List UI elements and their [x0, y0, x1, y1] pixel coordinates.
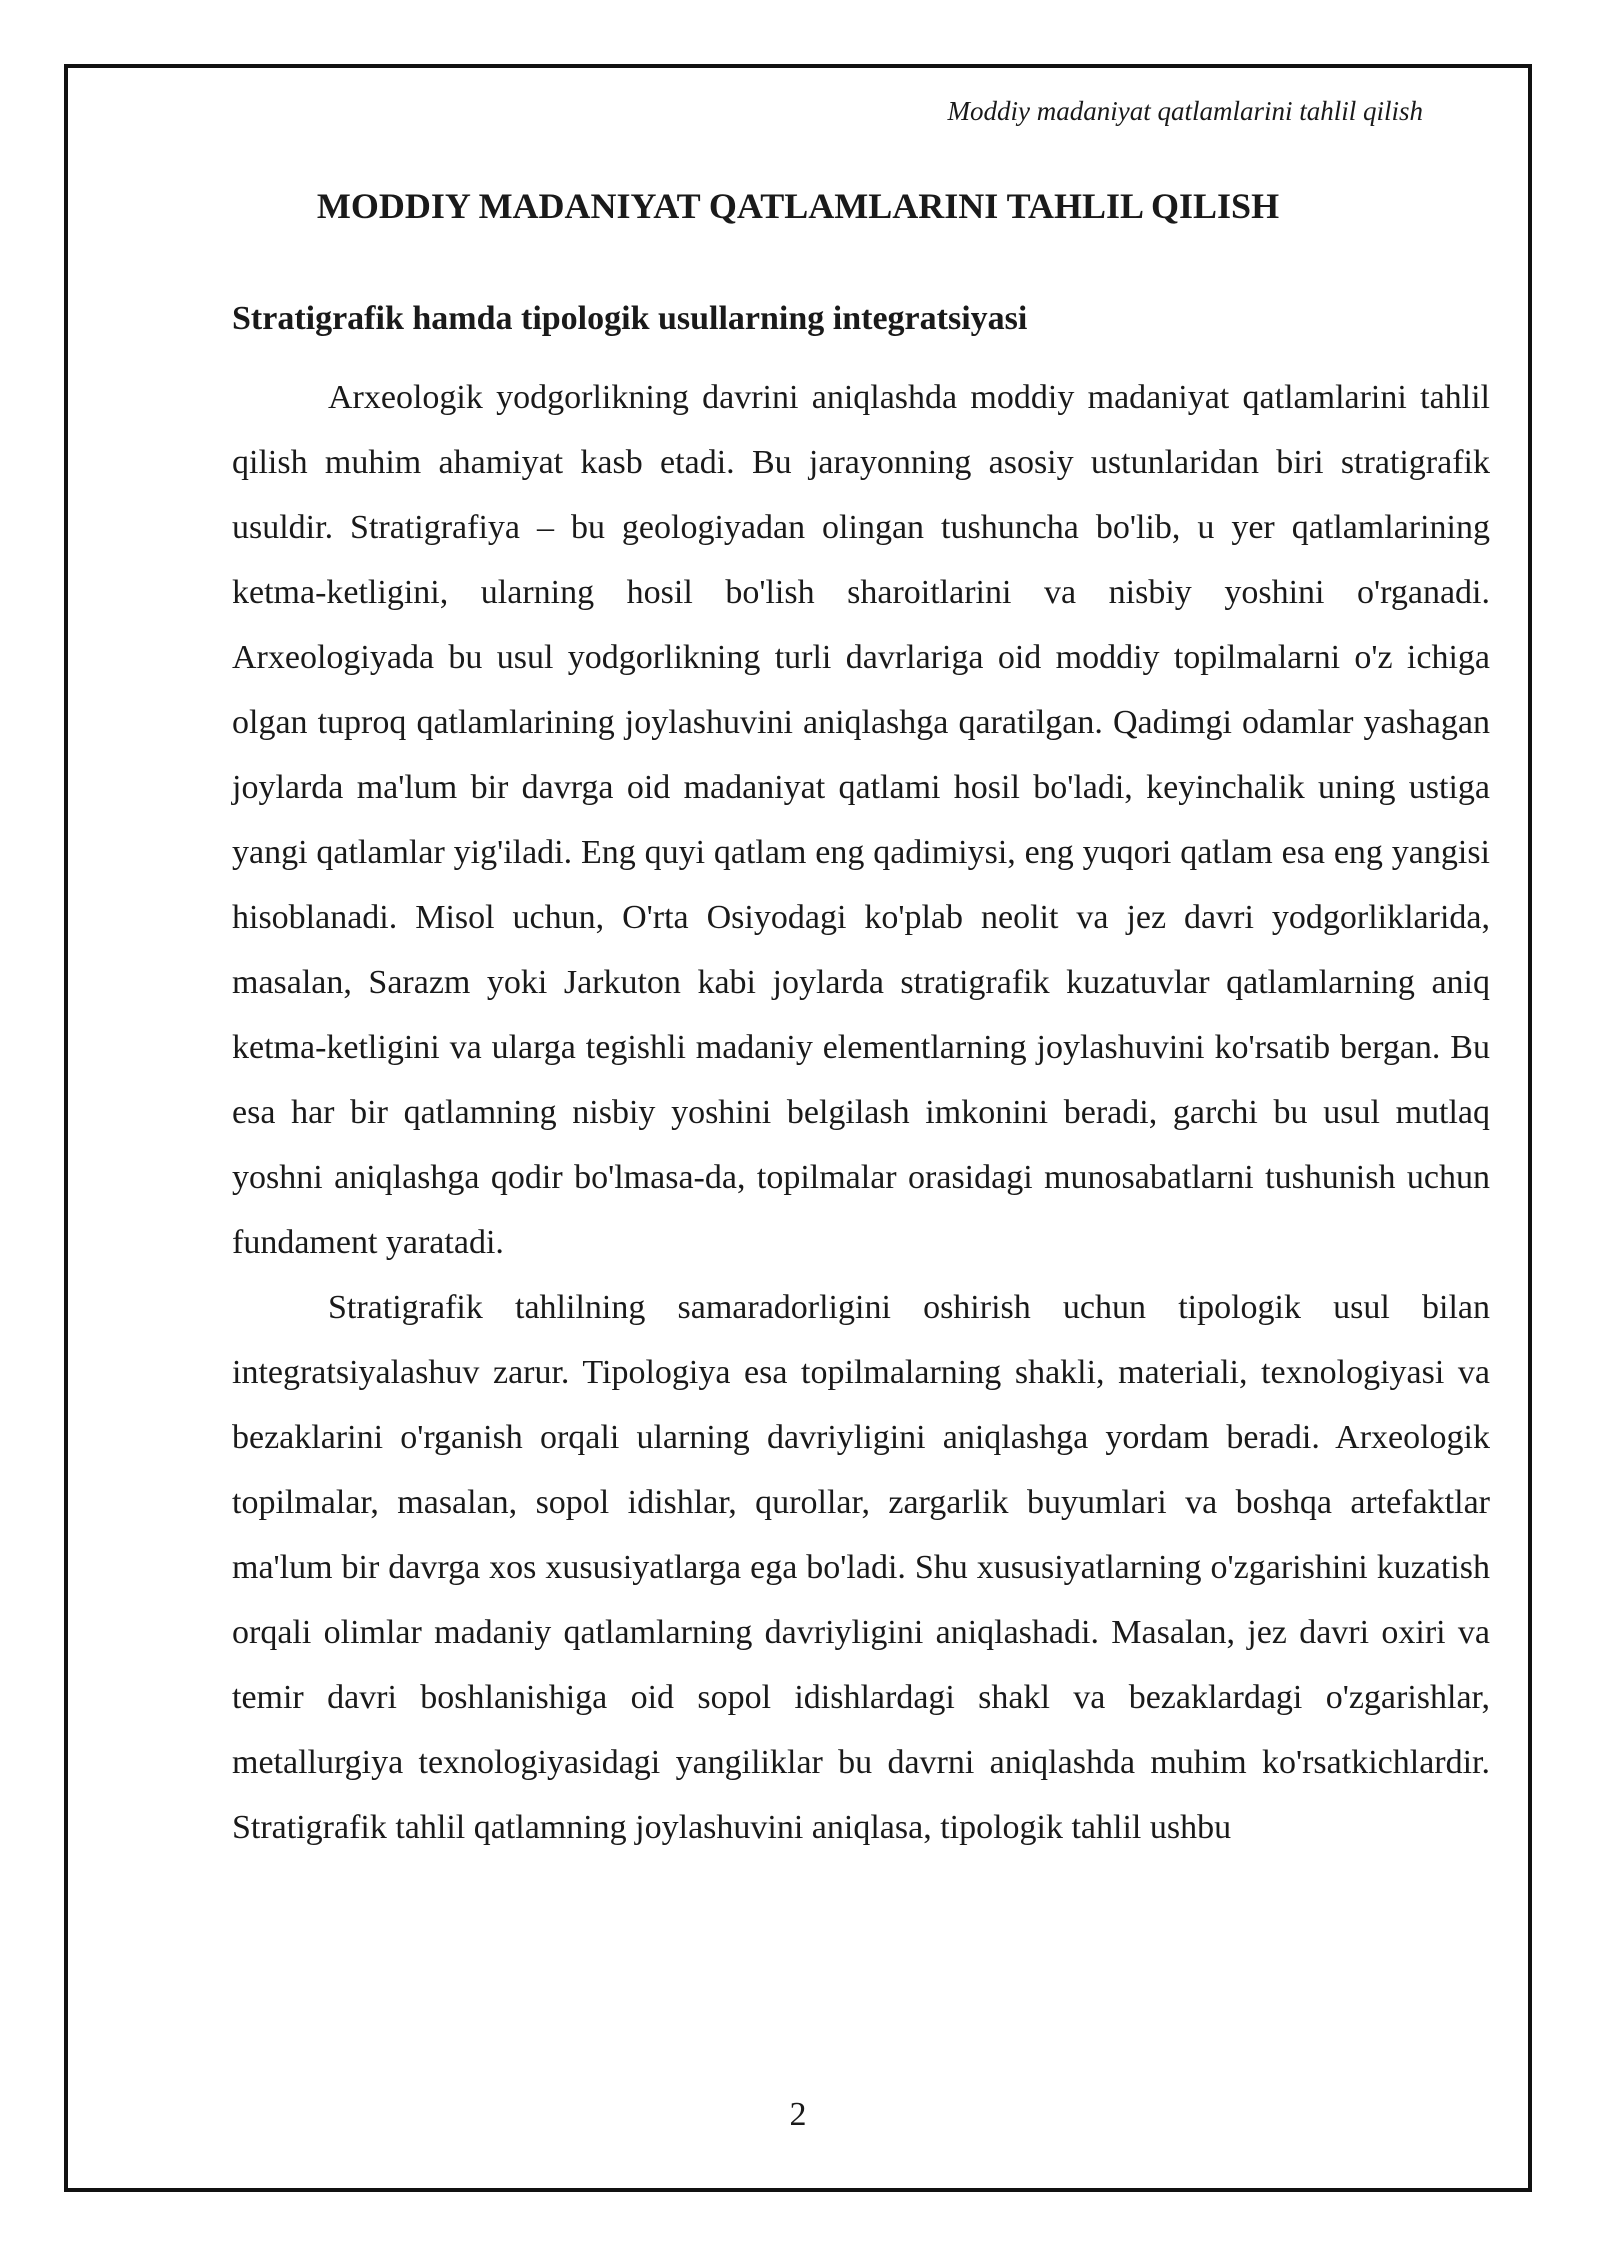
section-heading: Stratigrafik hamda tipologik usullarning integratsiyasi	[232, 300, 1028, 337]
paragraph: Arxeologik yodgorlikning davrini aniqlashda moddiy madaniyat qatlamlarini tahlil qilish muhim ahamiyat kasb etadi. Bu jarayonning asosiy ustunlaridan biri stratigrafik usuldir. Stratigrafiya – bu geologiyadan olingan tushuncha bo'lib, u yer qatlamlarining ketma-ketligini, ularning hosil bo'lish sharoitlarini va nisbiy yoshini o'rganadi. Arxeologiyada bu usul yodgorlikning turli davrlariga oid moddiy topilmalarni o'z ichiga olgan tuproq qatlamlarining joylashuvini aniqlashga qaratilgan. Qadimgi odamlar yashagan joylarda ma'lum bir davrga oid madaniyat qatlami hosil bo'ladi, keyinchalik uning ustiga yangi qatlamlar yig'iladi. Eng quyi qatlam eng qadimiysi, eng yuqori qatlam esa eng yangisi hisoblanadi. Misol uchun, O'rta Osiyodagi ko'plab neolit va jez davri yodgorliklarida, masalan, Sarazm yoki Jarkuton kabi joylarda stratigrafik kuzatuvlar qatlamlarning aniq ketma-ketligini va ularga tegishli madaniy elementlarning joylashuvini ko'rsatib bergan. Bu esa har bir qatlamning nisbiy yoshini belgilash imkonini beradi, garchi bu usul mutlaq yoshni aniqlashga qodir bo'lmasa-da, topilmalar orasidagi munosabatlarni tushunish uchun fundament yaratadi.	[232, 379, 1490, 1261]
paragraph: Stratigrafik tahlilning samaradorligini oshirish uchun tipologik usul bilan integratsiyalashuv zarur. Tipologiya esa topilmalarning shakli, materiali, texnologiyasi va bezaklarini o'rganish orqali ularning davriyligini aniqlashga yordam beradi. Arxeologik topilmalar, masalan, sopol idishlar, qurollar, zargarlik buyumlari va boshqa artefaktlar ma'lum bir davrga xos xususiyatlarga ega bo'ladi. Shu xususiyatlarning o'zgarishini kuzatish orqali olimlar madaniy qatlamlarning davriyligini aniqlashadi. Masalan, jez davri oxiri va temir davri boshlanishiga oid sopol idishlardagi shakl va bezaklardagi o'zgarishlar, metallurgiya texnologiyasidagi yangiliklar bu davrni aniqlashda muhim ko'rsatkichlardir. Stratigrafik tahlil qatlamning joylashuvini aniqlasa, tipologik tahlil ushbu	[232, 1289, 1490, 1846]
page-number: 2	[789, 2096, 807, 2133]
body-text	[232, 365, 1490, 1860]
page-frame	[64, 64, 1532, 2192]
page-title: MODDIY MADANIYAT QATLAMLARINI TAHLIL QILISH	[316, 186, 1280, 226]
running-header: Moddiy madaniyat qatlamlarini tahlil qilish	[947, 96, 1423, 126]
